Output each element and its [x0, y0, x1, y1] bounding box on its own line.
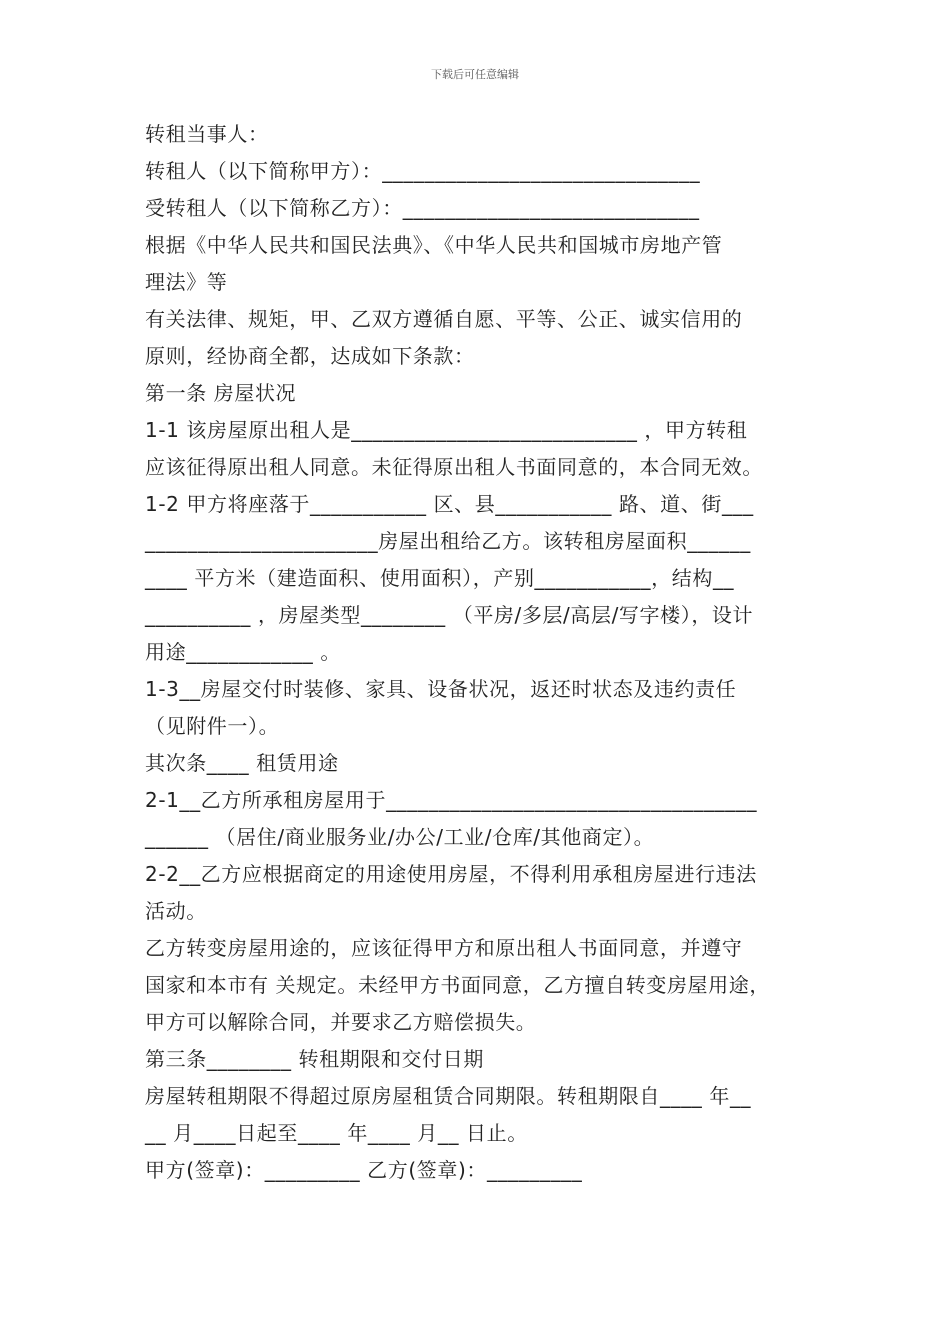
contract-body: [145, 116, 810, 1189]
clause-1-3-line-2: （见附件一）。: [145, 714, 280, 738]
clause-1-1-line-1: 1-1 该房屋原出租人是___________________________ ，甲方转租: [145, 418, 748, 442]
use-change-line-2: 国家和本市有 关规定。未经甲方书面同意，乙方擅自转变房屋用途，: [145, 973, 770, 997]
use-change-line-3: 甲方可以解除合同，并要求乙方赔偿损失。: [145, 1010, 537, 1034]
term-line-2: __ 月____日起至____ 年____ 月__ 日止。: [145, 1121, 528, 1145]
clause-1-2-line-4: __________ ，房屋类型________ （平房/多层/高层/写字楼），设计: [145, 603, 754, 627]
clause-2-1-line-2: ______ （居住/商业服务业/办公/工业/仓库/其他商定）。: [145, 825, 655, 849]
principles-line-2: 原则，经协商全都，达成如下条款：: [145, 344, 475, 368]
use-change-line-1: 乙方转变房屋用途的，应该征得甲方和原出租人书面同意，并遵守: [145, 936, 743, 960]
article-3-heading: 第三条________ 转租期限和交付日期: [145, 1047, 484, 1071]
clause-2-1-line-1: 2-1__乙方所承租房屋用于___________________________________: [145, 788, 758, 812]
clause-2-2-line-1: 2-2__乙方应根据商定的用途使用房屋，不得利用承租房屋进行违法: [145, 862, 757, 886]
clause-1-3-line-1: 1-3__房屋交付时装修、家具、设备状况，返还时状态及违约责任: [145, 677, 737, 701]
sublessor-line: 转租人（以下简称甲方）：______________________________: [145, 159, 701, 183]
clause-1-1-line-2: 应该征得原出租人同意。未征得原出租人书面同意的，本合同无效。: [145, 455, 763, 479]
clause-1-2-line-3: ____ 平方米（建造面积、使用面积），产别___________，结构__: [145, 566, 735, 590]
clause-1-2-line-2: ______________________房屋出租给乙方。该转租房屋面积______: [145, 529, 751, 553]
signature-line: 甲方(签章)：_________ 乙方(签章)：_________: [145, 1158, 583, 1182]
clause-2-2-line-2: 活动。: [145, 899, 207, 923]
term-line-1: 房屋转租期限不得超过原房屋租赁合同期限。转租期限自____ 年__: [145, 1084, 752, 1108]
article-1-heading: 第一条 房屋状况: [145, 381, 297, 405]
principles-line-1: 有关法律、规矩，甲、乙双方遵循自愿、平等、公正、诚实信用的: [145, 307, 743, 331]
clause-1-2-line-5: 用途____________ 。: [145, 640, 341, 664]
legal-basis-line-1: 根据《中华人民共和国民法典》、《中华人民共和国城市房地产管: [145, 233, 723, 257]
clause-1-2-line-1: 1-2 甲方将座落于___________ 区、县___________ 路、道、街___: [145, 492, 754, 516]
article-2-heading: 其次条____ 租赁用途: [145, 751, 339, 775]
legal-basis-line-2: 理法》等: [145, 270, 228, 294]
sublessee-line: 受转租人（以下简称乙方）：____________________________: [145, 196, 700, 220]
page-header: 下载后可任意编辑: [431, 68, 519, 81]
parties-heading: 转租当事人：: [145, 122, 269, 146]
